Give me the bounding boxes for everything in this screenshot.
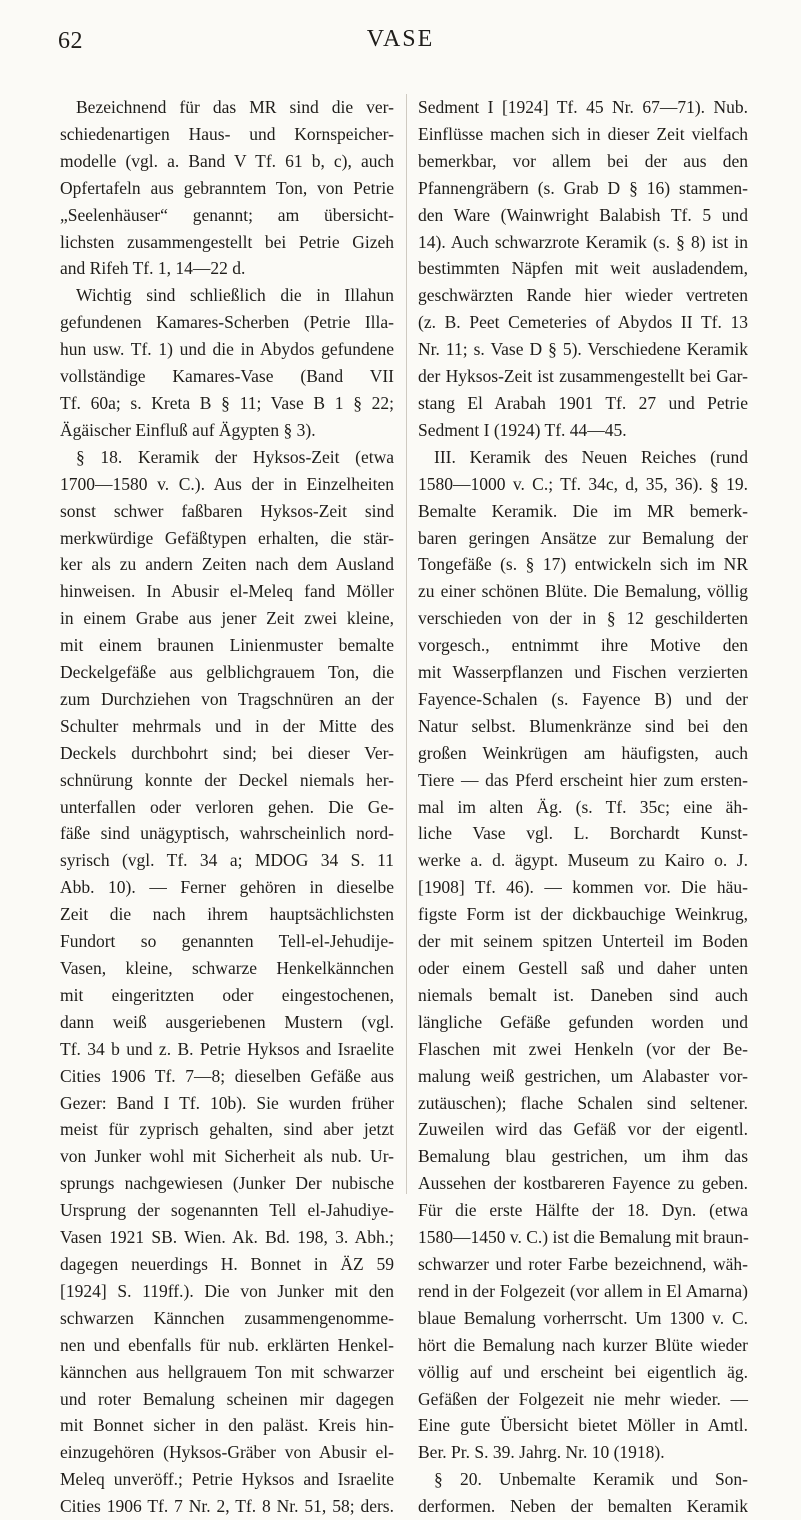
text-line: [1924] S. 119ff.). Die von Junker mit den [60,1280,394,1301]
text-line: Zuweilen wird das Gefäß vor der eigentl. [418,1119,748,1140]
text-line: Bemalte Keramik. Die im MR bemerk- [418,500,748,521]
text-line: mal im alten Äg. (s. Tf. 35c; eine äh- [418,796,748,817]
text-line: von Junker wohl mit Sicherheit als nub. Ur- [60,1146,394,1167]
text-line: Bezeichnend für das MR sind die ver- [76,97,394,117]
text-line: Zeit die nach ihrem hauptsächlichsten [60,904,394,925]
text-line: dann weiß ausgeriebenen Mustern (vgl. [60,1011,394,1032]
text-line: oder einem Gestell saß und daher unten [418,958,748,978]
text-line: 1580—1450 v. C.) ist die Bemalung mit braun- [418,1227,749,1248]
text-line: bestimmten Näpfen mit weit ausladendem, [418,258,748,279]
text-line: baren geringen Ansätze zur Bemalung der [418,527,748,548]
text-line: niemals bemalt ist. Daneben sind auch [418,984,748,1005]
text-line: Natur selbst. Blumenkränze sind bei den [418,715,748,736]
text-line: schwarzer und roter Farbe bezeichnend, wäh- [418,1253,748,1274]
text-line: mit Wasserpflanzen und Fischen verzierten [418,662,748,683]
text-line: and Rifeh Tf. 1, 14—22 d. [60,258,246,279]
text-line: der mit seinem spitzen Unterteil im Boden [418,931,748,952]
text-line: hun usw. Tf. 1) und die in Abydos gefundene [60,339,394,360]
text-line: merkwürdige Gefäßtypen erhalten, die stär- [60,527,394,548]
text-line: Cities 1906 Tf. 7 Nr. 2, Tf. 8 Nr. 51, 58; ders. [60,1496,394,1517]
text-line: 1700—1580 v. C.). Aus der in Einzelheiten [60,473,394,494]
text-line: Tongefäße (s. § 17) entwickeln sich im NR [418,554,748,575]
text-line: § 18. Keramik der Hyksos-Zeit (etwa [76,446,394,467]
text-line: „Seelenhäuser“ genannt; am übersicht- [60,204,394,225]
column-rule [406,94,407,1194]
text-line: hinweisen. In Abusir el-Meleq fand Möller [60,581,394,602]
text-line: Ägäischer Einfluß auf Ägypten § 3). [60,419,316,440]
text-line: Tf. 34 b und z. B. Petrie Hyksos and Israelite [60,1038,394,1059]
text-line: 14). Auch schwarzrote Keramik (s. § 8) ist in [418,231,748,252]
text-line: Ber. Pr. S. 39. Jahrg. Nr. 10 (1918). [418,1442,665,1463]
right-column [418,94,748,1520]
text-line: großen Weinkrügen am häufigsten, auch [418,742,748,763]
text-line: schnürung konnte der Deckel niemals her- [60,769,394,790]
page-number: 62 [58,28,83,54]
text-line: den Ware (Wainwright Balabish Tf. 5 und [418,204,748,225]
text-line: der Hyksos-Zeit ist zusammengestellt bei Gar- [418,366,748,387]
text-line: Fundort so genannten Tell-el-Jehudije- [60,931,394,952]
text-line: schiedenartigen Haus- und Kornspeicher- [60,123,394,144]
text-line: in einem Grabe aus jener Zeit zwei kleine, [60,608,394,629]
text-line: vollständige Kamares-Vase (Band VII [60,366,394,387]
text-line: Eine gute Übersicht bietet Möller in Amtl. [418,1415,748,1436]
text-line: vorgesch., entnimmt ihre Motive den [418,635,748,656]
text-line: zum Durchziehen von Tragschnüren an der [60,688,394,709]
left-column [60,94,394,1520]
text-line: figste Form ist der dickbauchige Weinkrug, [418,904,748,925]
text-line: malung weiß gestrichen, um Alabaster vor- [418,1065,748,1086]
text-line: Gefäßen der Folgezeit nie mehr wieder. — [418,1388,748,1409]
text-line: Vasen 1921 SB. Wien. Ak. Bd. 198, 3. Abh.; [60,1227,394,1248]
text-line: (z. B. Peet Cemeteries of Abydos II Tf. 13 [418,312,748,333]
text-line: Gezer: Band I Tf. 10b). Sie wurden früher [60,1092,394,1113]
text-line: gefundenen Kamares-Scherben (Petrie Illa- [60,312,394,333]
text-line: liche Vase vgl. L. Borchardt Kunst- [418,823,748,844]
text-line: fäße sind unägyptisch, wahrscheinlich nord- [60,823,394,844]
text-line: sprungs nachgewiesen (Junker Der nubische [60,1173,394,1194]
text-line: Sedment I [1924] Tf. 45 Nr. 67—71). Nub. [418,97,748,117]
text-line: völlig auf und erscheint bei eigentlich äg. [418,1361,748,1382]
text-line: Sedment I (1924) Tf. 44—45. [418,419,627,440]
text-line: zu einer schönen Blüte. Die Bemalung, völlig [418,581,748,602]
running-title: VASE [366,26,435,52]
text-line: Cities 1906 Tf. 7—8; dieselben Gefäße aus [60,1065,394,1086]
text-line: Aussehen der kostbareren Fayence zu geben. [418,1173,748,1194]
text-line: bemerkbar, vor allem bei der aus den [418,150,748,171]
text-line: Deckelgefäße aus gelblichgrauem Ton, die [60,662,394,683]
text-line: hört die Bemalung nach kurzer Blüte wieder [418,1334,748,1355]
text-line: Bemalung blau gestrichen, um ihm das [418,1146,748,1167]
text-line: Abb. 10). — Ferner gehören in dieselbe [60,877,394,898]
text-line: Flaschen mit zwei Henkeln (vor der Be- [418,1038,748,1059]
text-line: Vasen, kleine, schwarze Henkelkännchen [60,958,394,978]
text-line: [1908] Tf. 46). — kommen vor. Die häu- [418,877,748,898]
text-line: Wichtig sind schließlich die in Illahun [76,285,394,306]
text-line: mit Bonnet sicher in den paläst. Kreis hin- [60,1415,394,1436]
text-line: Einflüsse machen sich in dieser Zeit vielfach [418,123,748,144]
text-line: lichsten zusammengestellt bei Petrie Gizeh [60,231,394,252]
text-line: kännchen aus hellgrauem Ton mit schwarzer [60,1361,394,1382]
text-line: rend in der Folgezeit (vor allem in El Amarna) [418,1280,748,1301]
text-line: stang El Arabah 1901 Tf. 27 und Petrie [418,392,748,413]
text-line: 1580—1000 v. C.; Tf. 34c, d, 35, 36). § 19. [418,473,748,494]
text-line: Opfertafeln aus gebranntem Ton, von Petrie [60,177,394,198]
text-line: Fayence-Schalen (s. Fayence B) und der [418,688,748,709]
text-line: geschwärzten Rande hier wieder vertreten [418,285,748,306]
text-line: längliche Gefäße gefunden worden und [418,1011,748,1032]
text-line: § 20. Unbemalte Keramik und Son- [434,1469,748,1490]
text-line: meist für zyprisch gehalten, sind aber jetzt [60,1119,394,1140]
text-line: derformen. Neben der bemalten Keramik [418,1496,748,1517]
text-line: nen und ebenfalls für nub. erklärten Henkel- [60,1334,394,1355]
text-line: Für die erste Hälfte der 18. Dyn. (etwa [418,1200,748,1221]
text-line: schwarzen Kännchen zusammengenomme- [60,1307,394,1328]
text-line: zutäuschen); flache Schalen sind seltener. [418,1092,748,1113]
text-line: werke a. d. ägypt. Museum zu Kairo o. J. [418,850,748,871]
text-line: ker als zu andern Zeiten nach dem Ausland [60,554,394,575]
text-line: Schulter mehrmals und in der Mitte des [60,715,394,736]
text-line: mit einem braunen Linienmuster bemalte [60,635,394,656]
text-line: einzugehören (Hyksos-Gräber von Abusir el- [60,1442,394,1463]
text-line: Deckels durchbohrt sind; bei dieser Ver- [60,742,394,763]
text-line: Tf. 60a; s. Kreta B § 11; Vase B 1 § 22; [60,392,394,413]
text-line: Meleq unveröff.; Petrie Hyksos and Israelite [60,1469,394,1490]
text-line: mit eingeritzten oder eingestochenen, [60,984,394,1005]
text-line: Tiere — das Pferd erscheint hier zum ersten- [418,769,748,790]
text-line: syrisch (vgl. Tf. 34 a; MDOG 34 S. 11 [60,850,394,871]
text-line: Nr. 11; s. Vase D § 5). Verschiedene Keramik [418,339,748,360]
text-line: sonst schwer faßbaren Hyksos-Zeit sind [60,500,394,521]
text-line: unterfallen oder verloren gehen. Die Ge- [60,796,394,817]
text-line: III. Keramik des Neuen Reiches (rund [434,446,748,467]
text-line: modelle (vgl. a. Band V Tf. 61 b, c), auch [60,150,394,171]
text-line: und roter Bemalung scheinen mir dagegen [60,1388,394,1409]
text-line: verschieden von der in § 12 geschilderten [418,608,748,629]
text-line: dagegen neuerdings H. Bonnet in ÄZ 59 [60,1253,394,1274]
text-line: blaue Bemalung vorherrscht. Um 1300 v. C. [418,1307,748,1328]
text-line: Pfannengräbern (s. Grab D § 16) stammen- [418,177,748,198]
text-line: Ursprung der sogenannten Tell el-Jahudiye- [60,1200,394,1221]
